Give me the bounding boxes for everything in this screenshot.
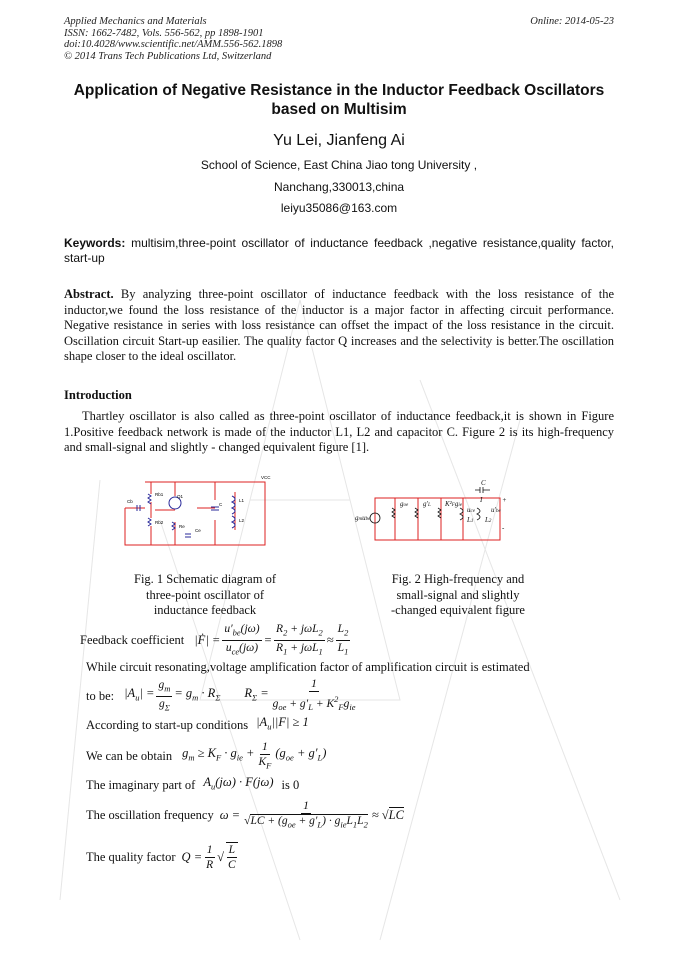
svg-text:C: C: [219, 502, 223, 507]
fig1-schematic: [115, 470, 275, 550]
svg-text:Rb1: Rb1: [155, 492, 164, 497]
quality-label: The quality factor: [86, 849, 176, 864]
issn: ISSN: 1662-7482, Vols. 556-562, pp 1898-1901: [64, 27, 264, 39]
keywords: [64, 236, 614, 266]
intro-heading: Introduction: [64, 388, 132, 402]
svg-text:+: +: [502, 496, 507, 504]
abstract: [64, 287, 614, 365]
keywords-text: multisim,three-point oscillator of inductance feedback ,negative resistance,quality factor, start-up: [64, 236, 614, 265]
svg-text:Cb: Cb: [127, 499, 133, 504]
fig2-caption-line-3: -changed equivalent figure: [391, 603, 525, 617]
freq-label: The oscillation frequency: [86, 807, 214, 822]
paper-title: [40, 81, 638, 119]
quality-factor-equation: The quality factor Q = $\frac{1}{R}$ √ $\frac{L}{C}$: [86, 843, 236, 871]
email: leiyu35086@163.com: [280, 201, 398, 215]
affiliation-line-1: School of Science, East China Jiao tong University ,: [200, 158, 478, 172]
oscillation-frequency-equation: The oscillation frequency ω = $\frac{1}{√LC + (g_{oe} + g'_L) \cdot g_{ie}L_1L_2}$ ≈ √LC: [86, 799, 404, 830]
svg-text:Q1: Q1: [177, 494, 184, 499]
amplification-equation: to be: $|A_u|$ = $\frac{g_m}{g_\Sigma}$ = $g_m \cdot R_\Sigma$ $R_\Sigma$ = $\frac{1}{g_{oe} + g'_L + K^2_Fg_{ie}}$: [86, 678, 356, 713]
svg-text:L1: L1: [239, 498, 245, 503]
fig2-caption-line-1: Fig. 2 High-frequency and: [391, 572, 525, 586]
svg-text:u′be: u′be: [491, 506, 501, 514]
svg-text:VCC: VCC: [261, 475, 271, 480]
fig2-equivalent-circuit: [355, 478, 505, 546]
online-date: Online: 2014-05-23: [530, 16, 614, 27]
fig1-caption-line-1: Fig. 1 Schematic diagram of: [134, 572, 276, 586]
svg-text:L2: L2: [239, 518, 245, 523]
gm-condition: We can be obtain $g_m \ge K_F \cdot g_{ie}$ + $\frac{1}{K_F}$ $(g_{oe} + g'_L)$: [86, 740, 327, 771]
obtain-label: We can be obtain: [86, 748, 173, 763]
svg-text:C: C: [481, 479, 486, 487]
svg-text:Ce: Ce: [195, 528, 201, 533]
intro-text: Thartley oscillator is also called as three-point oscillator of inductance feedback,it is shown in Figure 1.Positive feedback network is made of the inductor L1, L2 and capacitor C. Figure 2 is its high-frequency and small-signal and slightly - changed equivalent figure [1].: [64, 409, 614, 454]
svg-text:L1: L1: [467, 516, 474, 524]
startup-label: According to start-up conditions: [86, 717, 249, 732]
doi: doi:10.4028/www.scientific.net/AMM.556-562.1898: [64, 39, 283, 50]
journal-name: Applied Mechanics and Materials: [64, 16, 207, 27]
svg-text:L2: L2: [485, 516, 492, 524]
abstract-text: By analyzing three-point oscillator of inductance feedback with the loss resistance of the inductor,we found the loss resistance of the inductor is a major factor in affecting circuit performance. Negative resistance in series with loss resistance can offset the impact of the loss resistance in the circuit. Oscillation circuit Start-up easilier. The quality factor Q increases and the selectivity is better.The oscillation shape closer to the ideal oscillator.: [64, 287, 614, 363]
imaginary-part-line: The imaginary part of $A_u(j\omega) \cdot F(j\omega)$ is 0: [86, 775, 300, 792]
fig1-caption-line-2: three-point oscillator of: [145, 587, 265, 602]
fig2-caption: [368, 572, 548, 619]
svg-text:goe: goe: [400, 500, 409, 508]
title-line-2: based on Multisim: [271, 101, 407, 118]
abstract-label: Abstract.: [64, 287, 114, 301]
imaginary-label: The imaginary part of: [86, 777, 196, 792]
authors: Yu Lei, Jianfeng Ai: [273, 132, 405, 149]
svg-text:uce: uce: [467, 506, 475, 514]
svg-text:Rb2: Rb2: [155, 520, 164, 525]
fig1-caption-line-3: inductance feedback: [153, 603, 257, 617]
journal-header: [64, 16, 282, 62]
svg-text:Re: Re: [179, 524, 185, 529]
svg-text:-: -: [502, 524, 505, 532]
affiliation-line-2: Nanchang,330013,china: [273, 180, 405, 194]
imaginary-tail: is 0: [281, 777, 300, 792]
feedback-coefficient-equation: Feedback coefficient |Ḟ| = $\frac{u'_{be}(j\omega)}{u_{ce}(j\omega)}$ = $\frac{R_2 + j\omega L_2}{R_1 + j\omega L_1}$ ≈ $\frac{L_2}{L_1}$: [80, 623, 349, 656]
title-line-1: Application of Negative Resistance in the Inductor Feedback Oscillators: [73, 82, 605, 99]
svg-text:I: I: [480, 496, 483, 504]
svg-text:g′L: g′L: [423, 500, 431, 508]
keywords-label: Keywords:: [64, 236, 126, 250]
fig1-caption: [100, 572, 310, 619]
svg-text:K²Fgie: K²Fgie: [445, 500, 462, 508]
copyright: © 2014 Trans Tech Publications Ltd, Switzerland: [64, 50, 272, 62]
feedback-label: Feedback coefficient: [80, 632, 185, 647]
fig2-caption-line-2: small-signal and slightly: [396, 587, 520, 602]
resonating-text: While circuit resonating,voltage amplification factor of amplification circuit is estimated: [86, 660, 530, 674]
startup-condition: According to start-up conditions $|A_u||F| \ge 1$: [86, 715, 309, 732]
to-be-label: to be:: [86, 688, 115, 703]
svg-text:gmube: gmube: [355, 514, 371, 522]
